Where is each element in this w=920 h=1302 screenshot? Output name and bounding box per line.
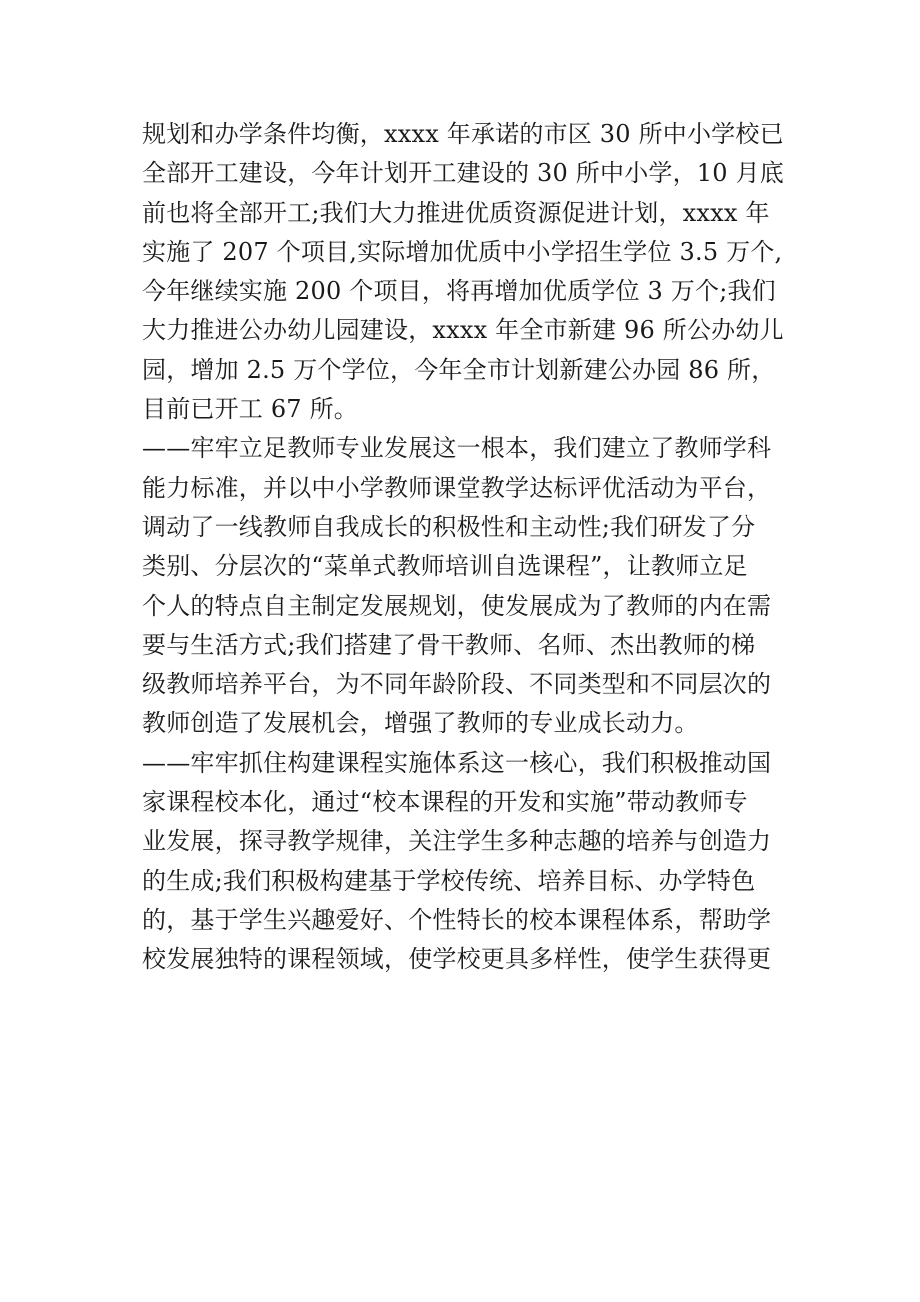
document-body — [142, 115, 782, 980]
text-line: 类别、分层次的“菜单式教师培训自选课程”，让教师立足 — [142, 552, 748, 581]
text-line: 园，增加 2.5 万个学位，今年全市计划新建公办园 86 所， — [142, 355, 776, 384]
text-line: 级教师培养平台，为不同年龄阶段、不同类型和不同层次的 — [142, 670, 772, 699]
text-line: 教师创造了发展机会，增强了教师的专业成长动力。 — [142, 709, 699, 738]
text-line: 规划和办学条件均衡，xxxx 年承诺的市区 30 所中小学校已 — [142, 120, 784, 148]
text-line: 个人的特点自主制定发展规划，使发展成为了教师的内在需 — [142, 591, 772, 620]
text-line: 调动了一线教师自我成长的积极性和主动性;我们研发了分 — [142, 512, 756, 541]
text-line: 前也将全部开工;我们大力推进优质资源促进计划，xxxx 年 — [142, 198, 770, 227]
text-line: 的，基于学生兴趣爱好、个性特长的校本课程体系，帮助学 — [142, 905, 772, 934]
text-line: 业发展，探寻教学规律，关注学生多种志趣的培养与创造力 — [142, 827, 772, 856]
text-line: 大力推进公办幼儿园建设，xxxx 年全市新建 96 所公办幼儿 — [142, 316, 784, 345]
text-line: 今年继续实施 200 个项目，将再增加优质学位 3 万个;我们 — [142, 277, 776, 306]
text-line: 要与生活方式;我们搭建了骨干教师、名师、杰出教师的梯 — [142, 630, 756, 659]
text-line: 的生成;我们积极构建基于学校传统、培养目标、办学特色 — [142, 866, 756, 895]
text-line: 全部开工建设，今年计划开工建设的 30 所中小学，10 月底 — [142, 159, 784, 188]
text-line: 家课程校本化，通过“校本课程的开发和实施”带动教师专 — [142, 788, 748, 817]
text-line: 能力标准，并以中小学教师课堂教学达标评优活动为平台， — [142, 473, 772, 502]
text-line: ——牢牢抓住构建课程实施体系这一核心，我们积极推动国 — [142, 748, 772, 777]
text-line: 目前已开工 67 所。 — [142, 395, 358, 424]
text-line: 校发展独特的课程领域，使学校更具多样性，使学生获得更 — [142, 945, 772, 974]
text-line: ——牢牢立足教师专业发展这一根本，我们建立了教师学科 — [142, 434, 772, 463]
text-line: 实施了 207 个项目,实际增加优质中小学招生学位 3.5 万个, — [142, 237, 783, 266]
